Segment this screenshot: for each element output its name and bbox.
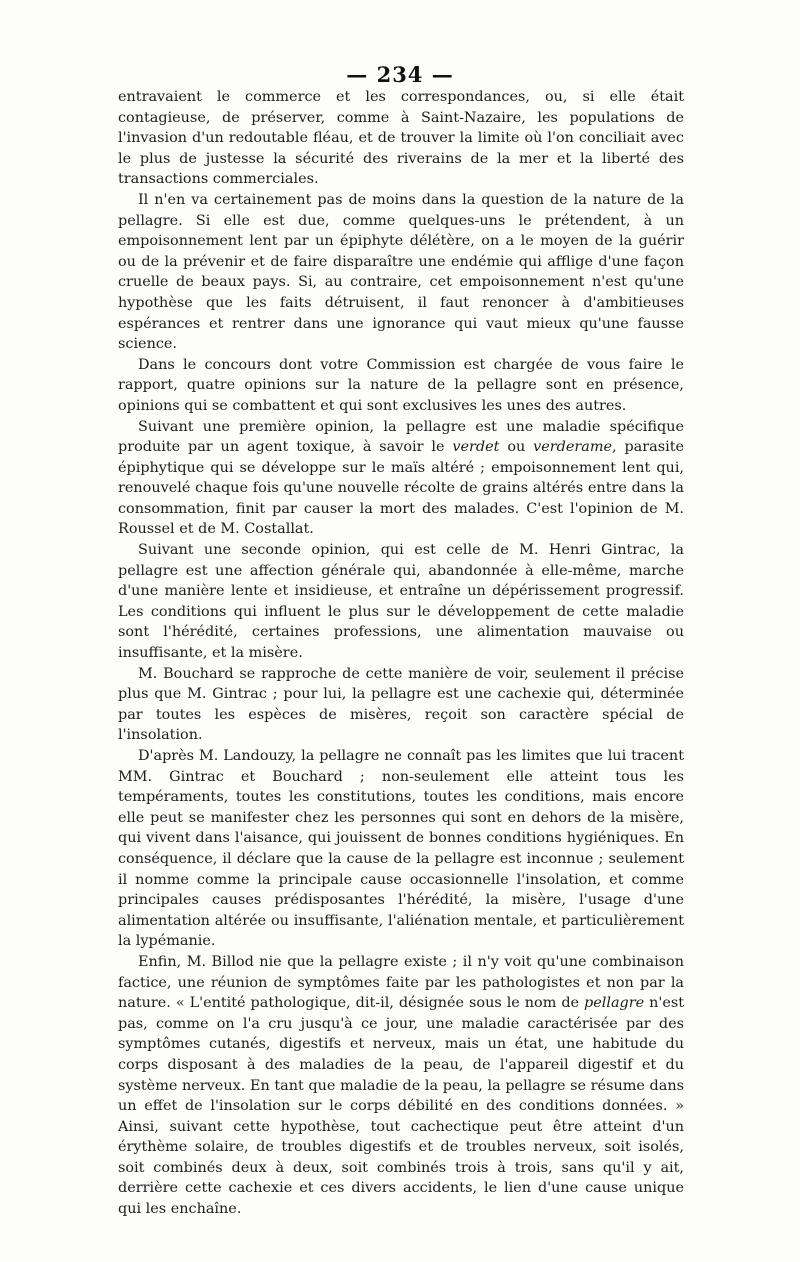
text-run: Dans le concours dont votre Commission est chargée de vous faire le rapport, quatre opinions sur la nature de la pellagre sont en présence, opinions qui se combattent et qui sont exclusives les unes des autres. [118,356,684,414]
text-run: entravaient le commerce et les correspondances, ou, si elle était contagieuse, de préserver, comme à Saint-Nazaire, les populations de l'invasion d'un redoutable fléau, et de trouver la limite où l'on conciliait avec le plus de justesse la sécurité des riverains de la mer et la liberté des transactions commerciales. [118,89,684,188]
paragraph-billod [118,952,684,1220]
paragraph-continuation-commerce [118,87,684,190]
text-run: Il n'en va certainement pas de moins dans la question de la nature de la pellagre. Si elle est due, comme quelques-uns le prétendent, à un empoisonnement lent par un épiphyte délétère, on a le moyen de la guérir ou de la prévenir et de faire disparaître une endémie qui afflige d'une façon cruelle de beaux pays. Si, au contraire, cet empoisonnement n'est qu'une hypothèse que les faits détruisent, il faut renoncer à d'ambitieuses espérances et rentrer dans une ignorance qui vaut mieux qu'une fausse science. [118,191,684,353]
text-run: ou [499,439,534,456]
body-text [118,87,684,1220]
italic-term-verdet: verdet [452,439,500,456]
text-run: Suivant une seconde opinion, qui est celle de M. Henri Gintrac, la pellagre est une affection générale qui, abandonnée à elle-même, marche d'une manière lente et insidieuse, et entraîne un dépérissement progressif. Les conditions qui influent le plus sur le développement de cette maladie sont l'hérédité, certaines professions, une alimentation mauvaise ou insuffisante, et la misère. [118,542,684,662]
paragraph-first-opinion [118,417,684,541]
paragraph-landouzy [118,746,684,952]
paragraph-four-opinions [118,355,684,417]
text-run: n'est pas, comme on l'a cru jusqu'à ce jour, une maladie caractérisée par des symptômes cutanés, digestifs et nerveux, mais un état, une habitude du corps disposant à des maladies de la peau, de l'appareil digestif et du système nerveux. En tant que maladie de la peau, la pellagre se résume dans un effet de l'insolation sur le corps débilité en des conditions données. » Ainsi, suivant cette hypothèse, tout cachectique peut être atteint d'un érythème solaire, de troubles digestifs et de troubles nerveux, soit isolés, soit combinés deux à deux, soit combinés trois à trois, sans qu'il y ait, derrière cette cachexie et ces divers accidents, le lien d'une cause unique qui les enchaîne. [118,995,685,1218]
text-run: Enfin, M. Billod nie que la pellagre existe ; il n'y voit qu'une combinaison factice, une réunion de symptômes faite par les pathologistes et non par la nature. « L'entité pathologique, dit-il, désignée sous le nom de [118,953,684,1012]
text-run: , parasite épiphytique qui se développe sur le maïs altéré ; empoisonnement lent qui, renouvelé chaque fois qu'une nouvelle récolte de grains altérés entre dans la consommation, finit par causer la mort des malades. C'est l'opinion de M. Roussel et de M. Costallat. [118,439,684,538]
paragraph-second-opinion [118,540,684,664]
text-run: M. Bouchard se rapproche de cette manière de voir, seulement il précise plus que M. Gintrac ; pour lui, la pellagre est une cachexie qui, déterminée par toutes les espèces de misères, reçoit son caractère spécial de l'insolation. [118,665,684,744]
text-run: D'après M. Landouzy, la pellagre ne connaît pas les limites que lui tracent MM. Gintrac et Bouchard ; non-seulement elle atteint tous les tempéraments, toutes les constitutions, toutes les conditions, mais encore elle peut se manifester chez les personnes qui sont en dehors de la misère, qui vivent dans l'aisance, qui jouissent de bonnes conditions hygiéniques. En conséquence, il déclare que la cause de la pellagre est inconnue ; seulement il nomme comme la principale cause occasionnelle l'insolation, et comme principales causes prédisposantes l'hérédité, la misère, l'usage d'une alimentation altérée ou insuffisante, l'aliénation mentale, et particulièrement la lypémanie. [118,748,684,950]
italic-term-pellagre: pellagre [584,995,645,1012]
paragraph-nature-of-pellagra [118,190,684,355]
paragraph-bouchard [118,664,684,746]
text-run: Suivant une première opinion, la pellagre est une maladie spécifique produite par un agent toxique, à savoir le [118,418,684,456]
page-number: — 234 — [346,62,454,87]
italic-term-verderame: verderame [533,439,612,456]
